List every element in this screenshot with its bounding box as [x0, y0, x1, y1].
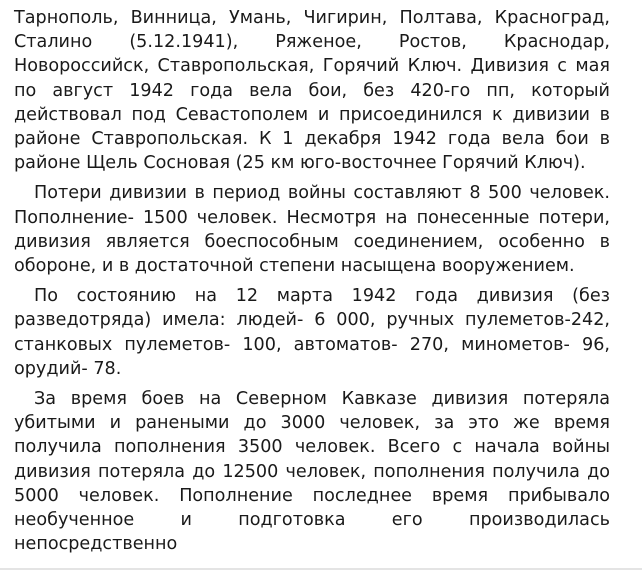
document-page	[14, 6, 610, 556]
paragraph-inventory: По состоянию на 12 марта 1942 года дивизия (без разведотряда) имела: людей- 6 000, ручных пулеметов-242, станковых пулеметов- 100, автоматов- 270, минометов- 96, орудий- 78.	[14, 286, 610, 379]
paragraph-route: Тарнополь, Винница, Умань, Чигирин, Полтава, Красноград, Сталино (5.12.1941), Ряженое, Ростов, Краснодар, Новороссийск, Ставропольская, Горячий Ключ. Дивизия с мая по август 1942 года вела бои, без 420-го пп, который действовал под Севастополем и присоединился к дивизии в районе Ставропольская. К 1 декабря 1942 года вела бои в районе Щель Сосновая (25 км юго-восточнее Горячий Ключ).	[14, 8, 610, 174]
paragraph-north-caucasus: За время боев на Северном Кавказе дивизия потеряла убитыми и ранеными до 3000 человек, за это же время получила пополнения 3500 человек. Всего с начала войны дивизия потеряла до 12500 человек, пополнения получила до 5000 человек. Пополнение последнее время прибывало необученное и подготовка его производилась непосредственно	[14, 389, 610, 555]
paragraph-losses: Потери дивизии в период войны составляют 8 500 человек. Пополнение- 1500 человек. Несмотря на понесенные потери, дивизия является боеспособным соединением, особенно в обороне, и в достаточной степени насыщена вооружением.	[14, 183, 610, 277]
